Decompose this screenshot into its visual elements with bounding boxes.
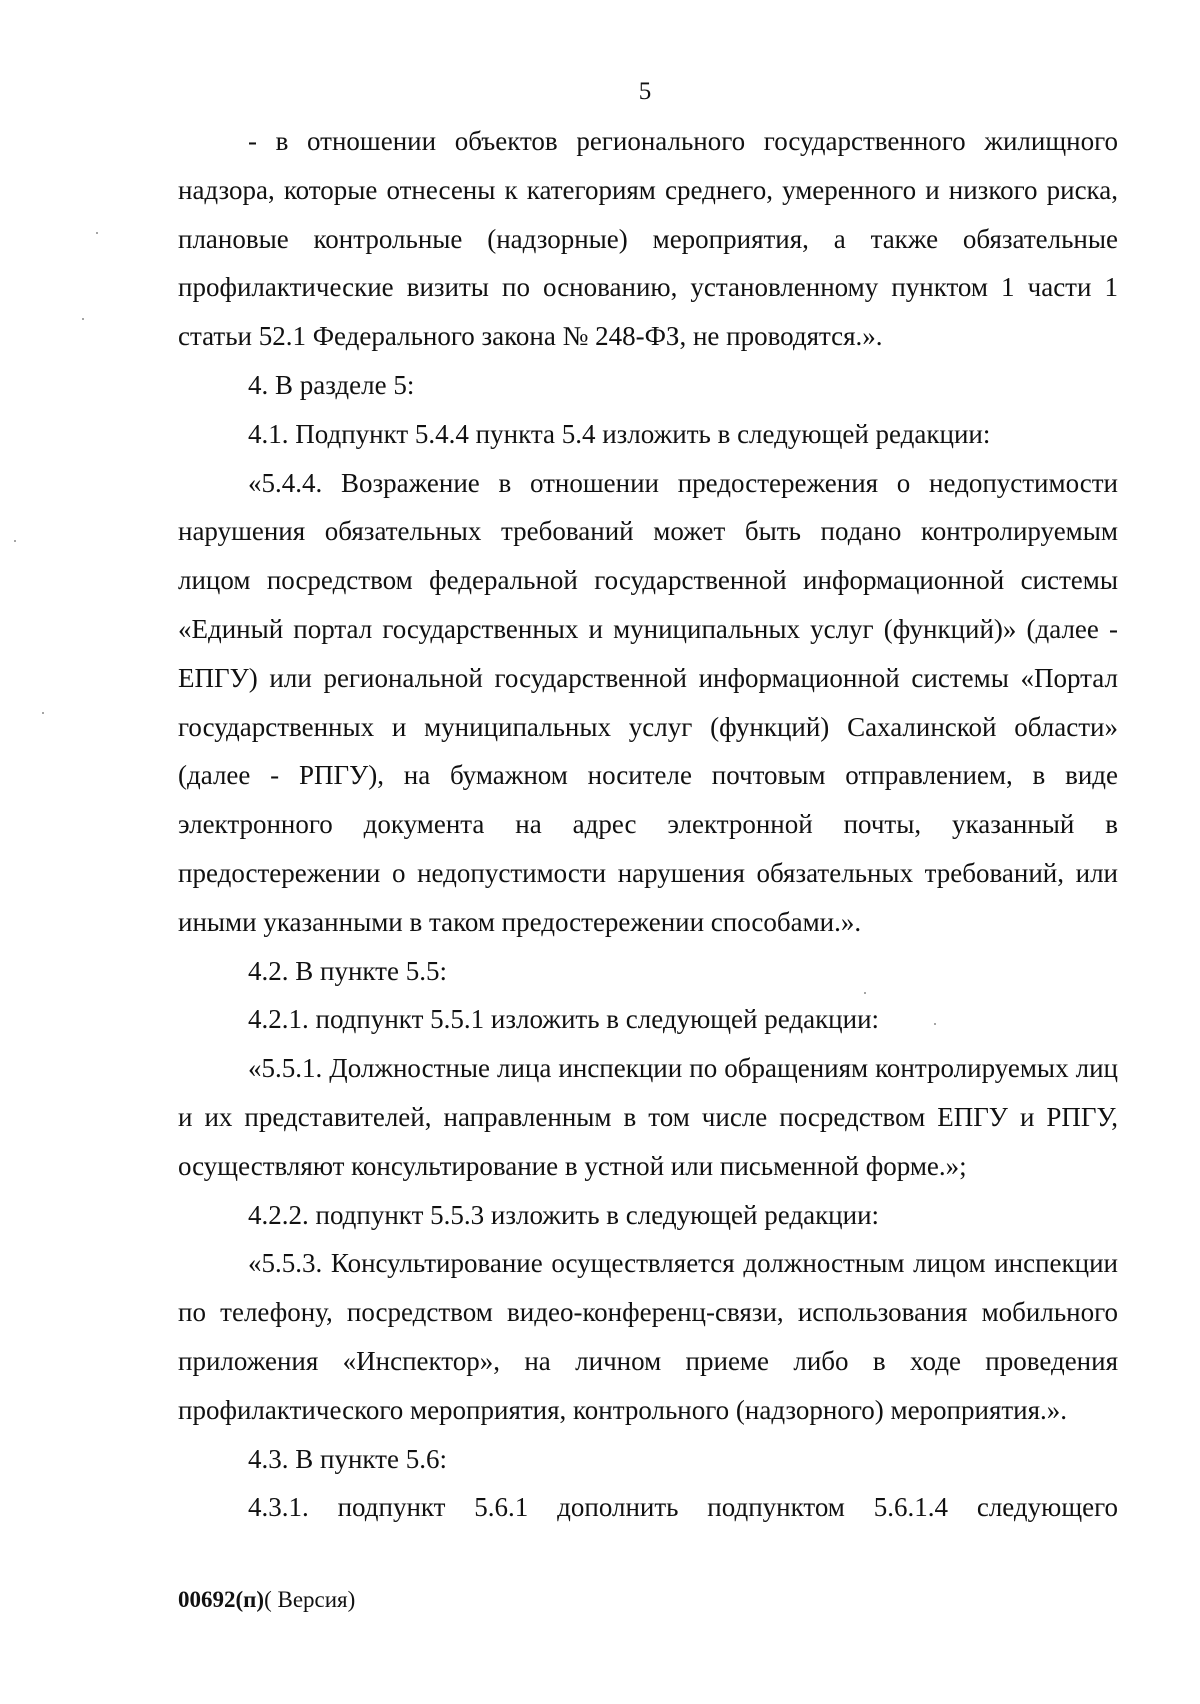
page-number: 5 bbox=[638, 78, 652, 105]
paragraph-4-1: 4.1. Подпункт 5.4.4 пункта 5.4 изложить в следующей редакции: bbox=[248, 418, 991, 449]
paragraph-4-2: 4.2. В пункте 5.5: bbox=[248, 955, 447, 986]
scan-speck bbox=[864, 992, 866, 994]
paragraph-4-2-1: 4.2.1. подпункт 5.5.1 изложить в следующей редакции: bbox=[248, 1004, 880, 1035]
paragraph-objects-risk: - в отношении объектов регионального государственного жилищного надзора, которые отнесены к категориям среднего, умеренного и низкого риска, плановые контрольные (надзорные) мероприятия, а также обязательные профилактические визиты по основанию, установленному пунктом 1 части 1 статьи 52.1 Федерального закона № 248-ФЗ, не проводятся.». bbox=[178, 126, 1118, 352]
document-code: 00692(п) bbox=[178, 1587, 265, 1612]
paragraph-4-3-1: 4.3.1. подпункт 5.6.1 дополнить подпунктом 5.6.1.4 следующего bbox=[248, 1492, 1118, 1523]
scan-speck bbox=[42, 712, 44, 714]
document-body bbox=[178, 117, 1118, 1532]
paragraph-5-5-1: «5.5.1. Должностные лица инспекции по обращениям контролируемых лиц и их представителей, направленным в том числе посредством ЕПГУ и РПГУ, осуществляют консультирование в устной или письменной форме.»; bbox=[178, 1053, 1118, 1181]
scan-speck bbox=[82, 318, 84, 320]
scan-speck bbox=[934, 1023, 936, 1025]
paragraph-section-5: 4. В разделе 5: bbox=[248, 369, 415, 400]
paragraph-4-2-2: 4.2.2. подпункт 5.5.3 изложить в следующей редакции: bbox=[248, 1199, 880, 1230]
scan-speck bbox=[96, 232, 98, 234]
document-footer bbox=[178, 1587, 355, 1613]
paragraph-5-5-3: «5.5.3. Консультирование осуществляется должностным лицом инспекции по телефону, посредством видео-конференц-связи, использования мобильного приложения «Инспектор», на личном приеме либо в ходе проведения профилактического мероприятия, контрольного (надзорного) мероприятия.». bbox=[178, 1248, 1118, 1425]
paragraph-4-3: 4.3. В пункте 5.6: bbox=[248, 1443, 447, 1474]
scan-speck bbox=[14, 540, 16, 542]
document-version: ( Версия) bbox=[264, 1587, 356, 1612]
paragraph-5-4-4: «5.4.4. Возражение в отношении предостережения о недопустимости нарушения обязательных требований может быть подано контролируемым лицом посредством федеральной государственной информационной системы «Единый портал государственных и муниципальных услуг (функций)» (далее - ЕПГУ) или региональной государственной информационной системы «Портал государственных и муниципальных услуг (функций) Сахалинской области» (далее - РПГУ), на бумажном носителе почтовым отправлением, в виде электронного документа на адрес электронной почты, указанный в предостережении о недопустимости нарушения обязательных требований, или иными указанными в таком предостережении способами.». bbox=[178, 467, 1118, 937]
